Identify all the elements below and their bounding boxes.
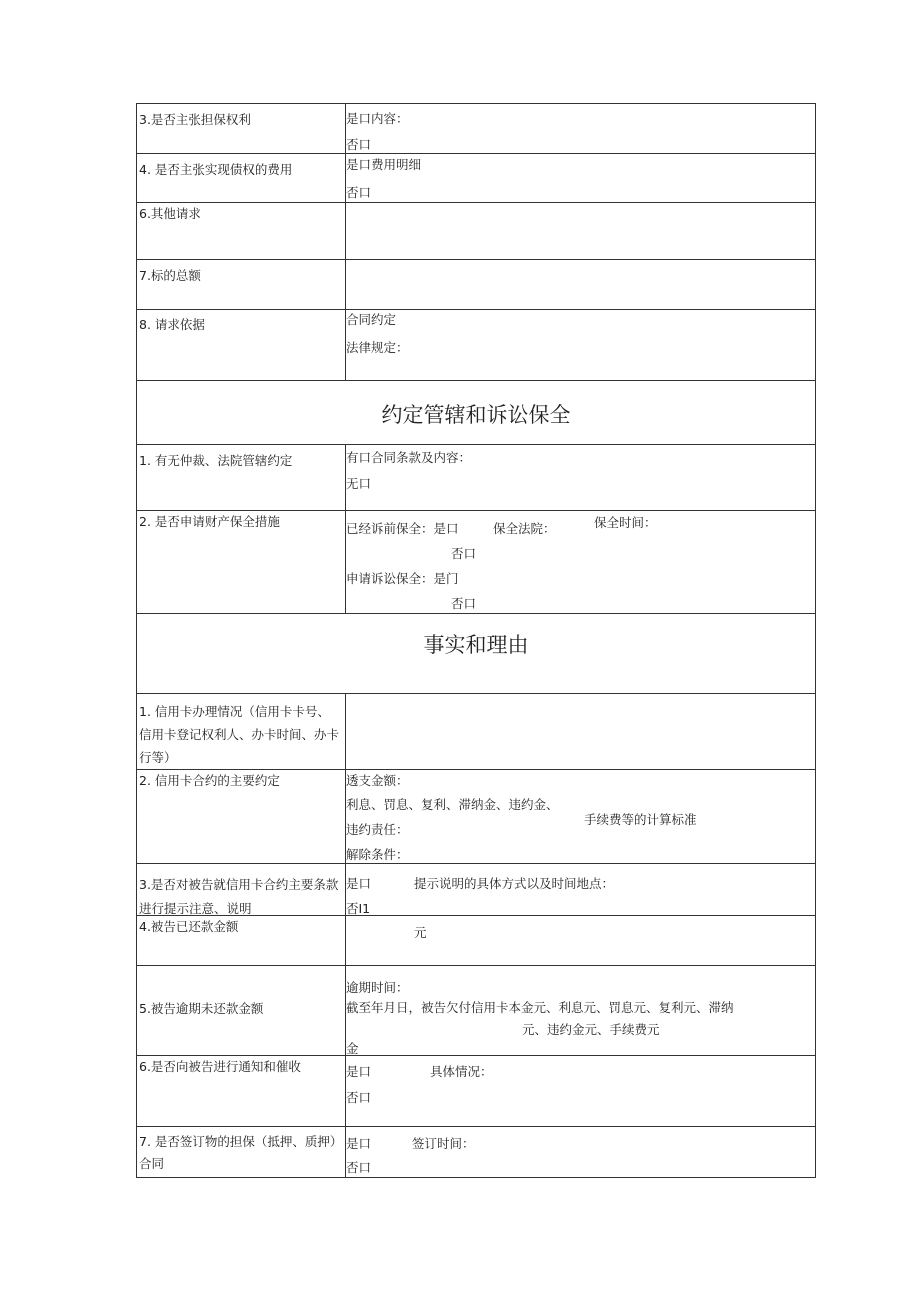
value-line: 提示说明的具体方式以及时间地点： <box>414 876 615 891</box>
row-label: 6.是否向被告进行通知和催收 <box>137 1056 346 1126</box>
form-row <box>137 511 815 614</box>
value-line: 解除条件： <box>346 847 409 862</box>
form-row <box>137 694 815 770</box>
value-line: 是口内容： <box>346 111 409 126</box>
form-row <box>137 1056 815 1127</box>
row-label: 7. 是否签订物的担保（抵押、质押）合同 <box>137 1127 346 1177</box>
row-value[interactable] <box>346 511 815 613</box>
value-line: 有口合同条款及内容： <box>346 450 472 465</box>
value-line: 元 <box>414 925 427 940</box>
section-row <box>137 381 815 445</box>
form-row <box>137 310 815 381</box>
section-title: 约定管辖和诉讼保全 <box>381 403 571 427</box>
value-line: 合同约定 <box>346 312 397 327</box>
value-line: 金 <box>346 1041 359 1056</box>
row-label: 2. 信用卡合约的主要约定 <box>137 770 346 863</box>
form-row <box>137 203 815 260</box>
form-row <box>137 445 815 511</box>
row-value[interactable] <box>346 694 815 769</box>
section-title: 事实和理由 <box>423 633 529 657</box>
row-value[interactable] <box>346 966 815 1055</box>
value-line: 否口 <box>451 546 477 561</box>
row-label: 6.其他请求 <box>137 203 346 259</box>
value-line: 手续费等的计算标准 <box>584 812 697 827</box>
row-label: 7.标的总额 <box>137 260 346 309</box>
value-line: 逾期时间： <box>346 980 409 995</box>
row-value[interactable] <box>346 104 815 153</box>
value-line: 否口 <box>346 185 372 200</box>
value-line: 申请诉讼保全：是门 <box>346 571 459 586</box>
row-value[interactable] <box>346 310 815 380</box>
value-line: 保全法院： <box>493 521 556 536</box>
row-label: 3.是否主张担保权利 <box>137 104 346 153</box>
value-line: 是口费用明细 <box>346 157 422 172</box>
row-label: 4.被告已还款金额 <box>137 916 346 965</box>
row-value[interactable] <box>346 1056 815 1126</box>
value-line: 是口 <box>346 876 372 891</box>
value-line: 具体情况： <box>430 1064 493 1079</box>
row-value[interactable] <box>346 203 815 259</box>
row-label: 8. 请求依据 <box>137 310 346 380</box>
value-line: 法律规定： <box>346 340 409 355</box>
row-value[interactable] <box>346 864 815 915</box>
row-label: 4. 是否主张实现债权的费用 <box>137 154 346 202</box>
row-value[interactable] <box>346 154 815 202</box>
value-line: 是口 <box>346 1064 372 1079</box>
value-line: 否口 <box>346 137 372 152</box>
form-row <box>137 966 815 1056</box>
row-label: 1. 信用卡办理情况（信用卡卡号、信用卡登记权利人、办卡时间、办卡行等） <box>137 694 346 769</box>
row-label: 1. 有无仲裁、法院管辖约定 <box>137 445 346 510</box>
row-label: 2. 是否申请财产保全措施 <box>137 511 346 613</box>
section-row <box>137 614 815 694</box>
value-line: 否口 <box>346 1090 372 1105</box>
form-row <box>137 864 815 916</box>
value-line: 保全时间： <box>594 515 657 530</box>
value-line: 否口 <box>451 596 477 611</box>
row-label: 5.被告逾期未还款金额 <box>137 966 346 1055</box>
form-row <box>137 260 815 310</box>
form-row <box>137 1127 815 1177</box>
value-line: 否I1 <box>346 901 371 916</box>
row-value[interactable] <box>346 445 815 510</box>
value-line: 违约责任： <box>346 822 409 837</box>
form-row <box>137 104 815 154</box>
form-row <box>137 154 815 203</box>
value-line: 已经诉前保全：是口 <box>346 521 459 536</box>
form-row <box>137 770 815 864</box>
value-line: 截至年月日，被告欠付信用卡本金元、利息元、罚息元、复利元、滞纳 <box>346 1000 734 1015</box>
row-label: 3.是否对被告就信用卡合约主要条款进行提示注意、说明 <box>137 864 346 915</box>
value-line: 是口 <box>346 1136 372 1151</box>
value-line: 元、违约金元、手续费元 <box>522 1022 660 1037</box>
value-line: 无口 <box>346 476 372 491</box>
form-row <box>137 916 815 966</box>
row-value[interactable] <box>346 770 815 863</box>
complaint-form-table <box>136 103 816 1178</box>
row-value[interactable] <box>346 1127 815 1177</box>
value-line: 签订时间： <box>412 1136 475 1151</box>
row-value[interactable] <box>346 916 815 965</box>
value-line: 利息、罚息、复利、滞纳金、违约金、 <box>346 797 559 812</box>
value-line: 否口 <box>346 1160 372 1175</box>
row-value[interactable] <box>346 260 815 309</box>
value-line: 透支金额： <box>346 773 409 788</box>
